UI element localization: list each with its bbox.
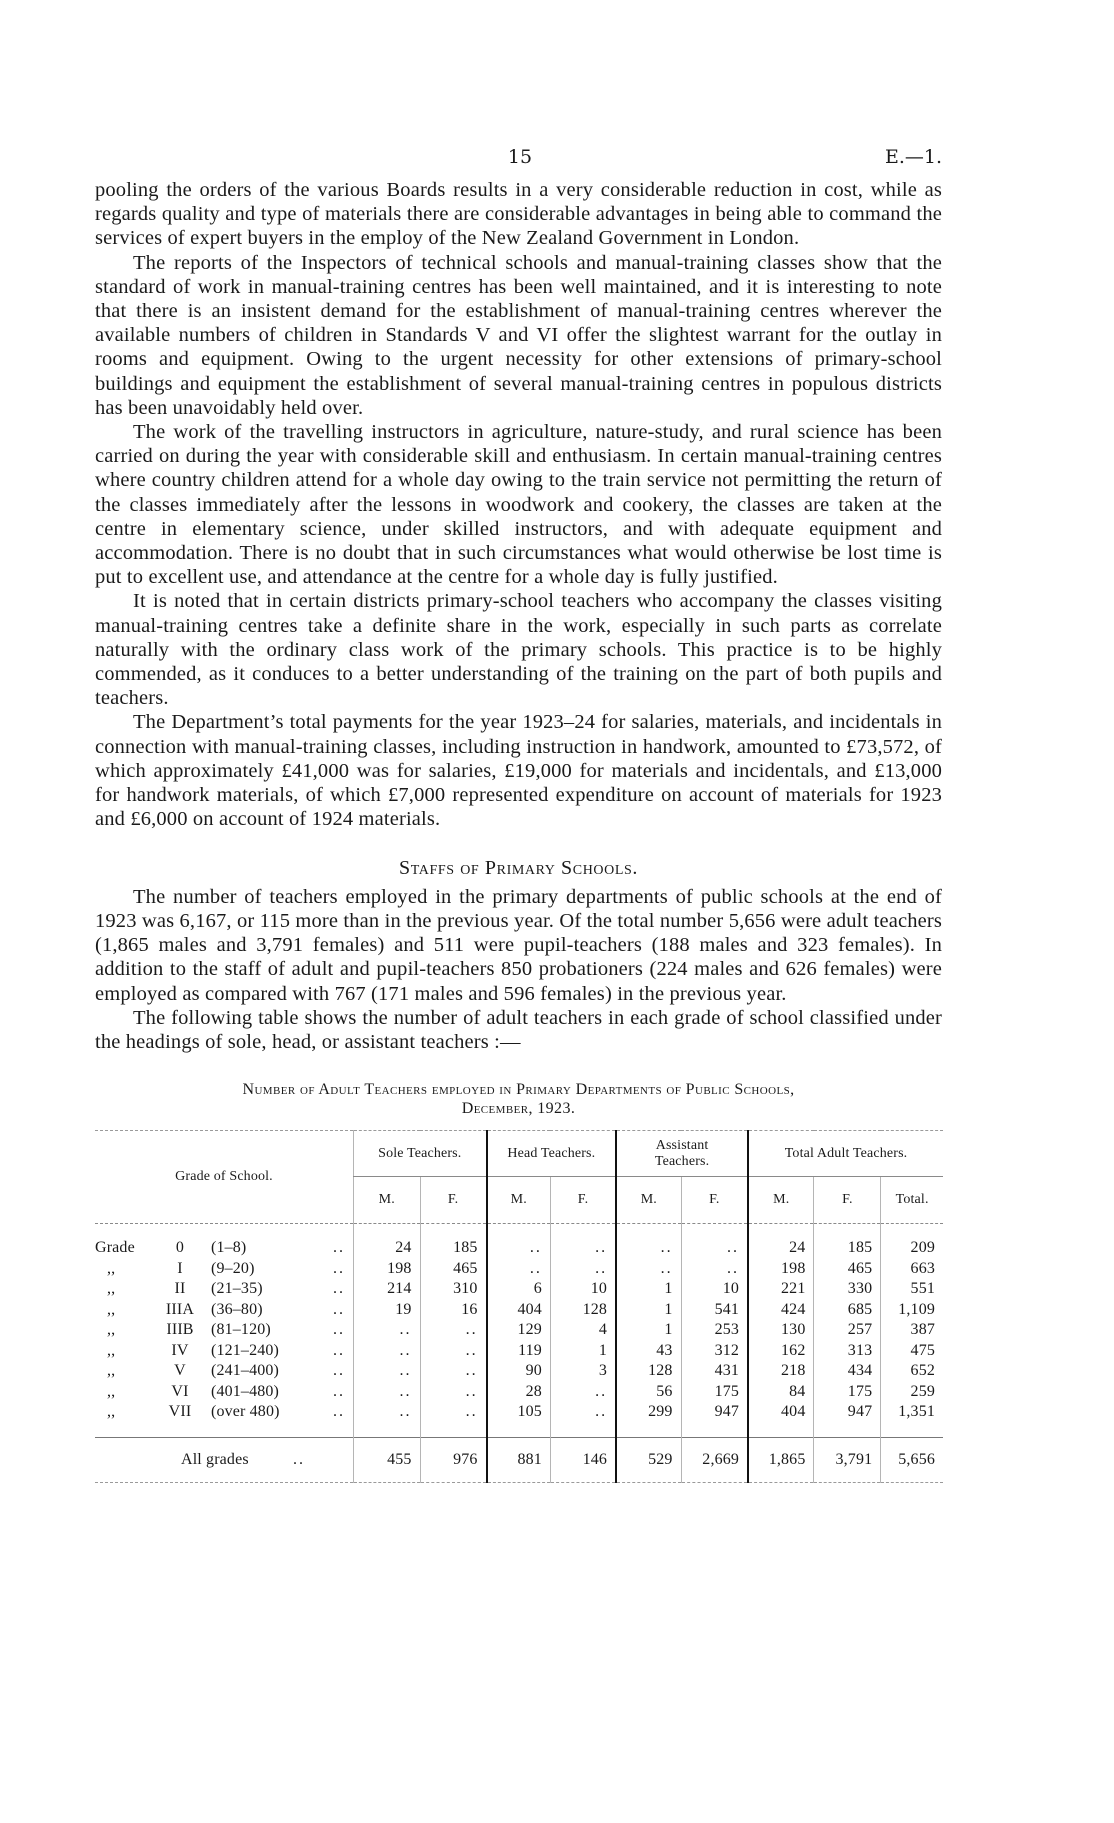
total-cell: 529 (616, 1437, 681, 1482)
grade-prefix: ,, (107, 1321, 116, 1339)
table-cell: 1,351 (881, 1402, 943, 1437)
grade-range: (36–80) (211, 1300, 263, 1318)
table-cell: 90 (487, 1361, 551, 1382)
table-cell: 24 (354, 1224, 421, 1259)
grade-range: (9–20) (211, 1259, 255, 1277)
leader-dots: .. (333, 1280, 345, 1298)
paragraph: The number of teachers employed in the primary departments of public schools at the end of 1923 was 6,167, or 115 more than in the previous year. Of the total number 5,656 were adult teachers (1,865 males and 3,791 females) and 511 were pupil-teachers (188 males and 323 females). In addition to the staff of adult and pupil-teachers 850 probationers (224 males and 626 females) were employed as compared with 767 (171 males and 596 females) in the previous year. (95, 885, 942, 1005)
grade-range: (121–240) (211, 1341, 280, 1359)
total-cell: 146 (550, 1437, 616, 1482)
table-cell: 1,109 (881, 1300, 943, 1321)
grade-number: VII (168, 1403, 192, 1421)
table-cell: 128 (616, 1361, 681, 1382)
total-cell: 881 (487, 1437, 551, 1482)
table-row (95, 1300, 943, 1321)
table-cell: 214 (354, 1279, 421, 1300)
table-cell: 56 (616, 1382, 681, 1403)
grade-range: (241–400) (211, 1362, 280, 1380)
grade-range: (1–8) (211, 1239, 247, 1257)
table-row (95, 1402, 943, 1437)
table-cell: 185 (420, 1224, 487, 1259)
paragraph: It is noted that in certain districts primary-school teachers who accompany the classes visiting manual-training centres take a definite share in the work, especially in such parts as correlate naturally with the ordinary class work of the primary schools. This practice is to be highly commended, as it conduces to a better understanding of the training on the part of both pupils and teachers. (95, 590, 942, 710)
table-cell: 434 (814, 1361, 881, 1382)
table-cell: 465 (420, 1259, 487, 1280)
table-cell: 185 (814, 1224, 881, 1259)
table-cell: 1 (616, 1279, 681, 1300)
table-cell: 257 (814, 1320, 881, 1341)
all-grades-label: All grades (181, 1450, 249, 1468)
table-cell: 19 (354, 1300, 421, 1321)
table-cell: 16 (420, 1300, 487, 1321)
document-reference: E.—1. (884, 146, 942, 168)
paragraph: The work of the travelling instructors in agriculture, nature-study, and rural science has been carried on during the year with considerable skill and enthusiasm. In certain manual-training centres where country children attend for a whole day owing to the train service not permitting the return of the classes immediately after the lessons in woodwork and cookery, the classes are taken at the centre in elementary science, under skilled instructors, and with adequate equipment and accommodation. There is no doubt that in such circumstances what would otherwise be lost time is put to excellent use, and attendance at the centre for a whole day is fully justified. (95, 421, 942, 589)
table-cell: 10 (681, 1279, 748, 1300)
grade-prefix: ,, (107, 1341, 116, 1359)
table-cell: .. (681, 1224, 748, 1259)
table-cell: 259 (881, 1382, 943, 1403)
table-cell: 947 (814, 1402, 881, 1437)
table-cell: 475 (881, 1341, 943, 1362)
leader-dots: .. (333, 1239, 345, 1257)
page-number: 15 (507, 146, 533, 168)
sub-header-9: Total. (881, 1177, 943, 1224)
table-cell: .. (420, 1341, 487, 1362)
table-cell: .. (420, 1320, 487, 1341)
grade-number: VI (171, 1382, 189, 1400)
paragraphs-before (95, 178, 942, 831)
grade-prefix: ,, (107, 1403, 116, 1421)
table-cell: .. (550, 1382, 616, 1403)
table-cell: 10 (550, 1279, 616, 1300)
table-title-line-1: Number of Adult Teachers employed in Primary Departments of Public Schools, (242, 1081, 795, 1099)
table-cell: 1 (550, 1341, 616, 1362)
group-header-sole: Sole Teachers. (354, 1131, 487, 1177)
table-cell: 84 (748, 1382, 814, 1403)
grade-number: V (174, 1362, 186, 1380)
grade-label (95, 1402, 354, 1437)
table-cell: .. (487, 1259, 551, 1280)
table-cell: 24 (748, 1224, 814, 1259)
table-cell: 175 (681, 1382, 748, 1403)
table-cell: 404 (748, 1402, 814, 1437)
grade-label (95, 1320, 354, 1341)
grade-prefix: Grade (95, 1239, 135, 1257)
table-cell: 330 (814, 1279, 881, 1300)
table-cell: 947 (681, 1402, 748, 1437)
paragraph: The reports of the Inspectors of technical schools and manual-training classes show that the standard of work in manual-training centres has been well maintained, and it is interesting to note that there is an insistent demand for the establishment of manual-training centres wherever the available numbers of children in Standards V and VI offer the slightest warrant for the outlay in rooms and equipment. Owing to the urgent necessity for other extensions of primary-school buildings and equipment the establishment of several manual-training centres in populous districts has been unavoidably held over. (95, 251, 942, 419)
table-cell: 551 (881, 1279, 943, 1300)
grade-prefix: ,, (107, 1259, 116, 1277)
table-cell: 424 (748, 1300, 814, 1321)
page-body (95, 178, 942, 1483)
table-cell: 43 (616, 1341, 681, 1362)
table-cell: 119 (487, 1341, 551, 1362)
total-cell: 5,656 (881, 1437, 943, 1482)
table-cell: 198 (748, 1259, 814, 1280)
grade-label (95, 1341, 354, 1362)
teachers-table (95, 1130, 943, 1483)
table-row (95, 1224, 943, 1259)
total-cell: 455 (354, 1437, 421, 1482)
group-header-assistant: Assistant Teachers. (616, 1131, 748, 1177)
grade-range: (401–480) (211, 1382, 280, 1400)
table-cell: .. (420, 1361, 487, 1382)
grade-label (95, 1300, 354, 1321)
grade-label (95, 1224, 354, 1259)
table-cell: 3 (550, 1361, 616, 1382)
table-cell: .. (550, 1259, 616, 1280)
leader-dots: .. (293, 1450, 305, 1468)
leader-dots: .. (333, 1362, 345, 1380)
grade-prefix: ,, (107, 1280, 116, 1298)
paragraph: pooling the orders of the various Boards results in a very considerable reduction in cost, while as regards quality and type of materials there are considerable advantages in being able to command the services of expert buyers in the employ of the New Zealand Government in London. (95, 179, 942, 250)
table-cell: 162 (748, 1341, 814, 1362)
sub-header-1: M. (354, 1177, 421, 1224)
sub-header-3: M. (487, 1177, 551, 1224)
paragraph: The following table shows the number of adult teachers in each grade of school classified under the headings of sole, head, or assistant teachers :— (95, 1006, 942, 1053)
table-title (95, 1080, 942, 1118)
grade-label (95, 1361, 354, 1382)
grade-prefix: ,, (107, 1362, 116, 1380)
leader-dots: .. (333, 1403, 345, 1421)
leader-dots: .. (333, 1321, 345, 1339)
group-header-head: Head Teachers. (487, 1131, 617, 1177)
table-title-line-2: December, 1923. (461, 1100, 576, 1118)
table-row (95, 1382, 943, 1403)
table-cell: 221 (748, 1279, 814, 1300)
table-cell: 541 (681, 1300, 748, 1321)
grade-label (95, 1279, 354, 1300)
grade-prefix: ,, (107, 1382, 116, 1400)
grade-number: I (177, 1259, 183, 1277)
grade-number: IIIA (165, 1300, 195, 1318)
grade-number: 0 (175, 1239, 185, 1257)
total-label (95, 1437, 354, 1482)
total-row (95, 1437, 943, 1482)
sub-header-8: F. (814, 1177, 881, 1224)
table-cell: .. (550, 1402, 616, 1437)
table-cell: .. (354, 1341, 421, 1362)
table-cell: 129 (487, 1320, 551, 1341)
total-cell: 2,669 (681, 1437, 748, 1482)
table-cell: 465 (814, 1259, 881, 1280)
leader-dots: .. (333, 1259, 345, 1277)
grade-of-school-header: Grade of School. (95, 1131, 354, 1224)
table-row (95, 1361, 943, 1382)
leader-dots: .. (333, 1300, 345, 1318)
table-cell: .. (681, 1259, 748, 1280)
section-title: Staffs of Primary Schools. (398, 857, 638, 880)
table-cell: 299 (616, 1402, 681, 1437)
table-cell: 105 (487, 1402, 551, 1437)
grade-label (95, 1259, 354, 1280)
table-cell: 1 (616, 1320, 681, 1341)
table-body (95, 1224, 943, 1483)
table-cell: .. (420, 1402, 487, 1437)
grade-prefix: ,, (107, 1300, 116, 1318)
grade-number: IV (171, 1341, 189, 1359)
grade-number: II (174, 1280, 186, 1298)
total-cell: 976 (420, 1437, 487, 1482)
paragraph: The Department’s total payments for the year 1923–24 for salaries, materials, and incidentals in connection with manual-training classes, including instruction in handwork, amounted to £73,572, of which approximately £41,000 was for salaries, £19,000 for materials and incidentals, and £13,000 for handwork materials, of which £7,000 represented expenditure on account of materials for 1923 and £6,000 on account of 1924 materials. (95, 711, 942, 831)
table-cell: 6 (487, 1279, 551, 1300)
sub-header-7: M. (748, 1177, 814, 1224)
table-cell: 209 (881, 1224, 943, 1259)
table-cell: 253 (681, 1320, 748, 1341)
table-cell: 685 (814, 1300, 881, 1321)
grade-range: (21–35) (211, 1280, 263, 1298)
table-cell: 310 (420, 1279, 487, 1300)
grade-range: (over 480) (211, 1403, 280, 1421)
total-cell: 1,865 (748, 1437, 814, 1482)
table-cell: .. (354, 1402, 421, 1437)
leader-dots: .. (333, 1382, 345, 1400)
table-row (95, 1259, 943, 1280)
table-cell: 218 (748, 1361, 814, 1382)
table-cell: .. (616, 1224, 681, 1259)
table-cell: .. (354, 1320, 421, 1341)
table-cell: .. (354, 1361, 421, 1382)
leader-dots: .. (333, 1341, 345, 1359)
table-row (95, 1279, 943, 1300)
paragraphs-after (95, 885, 942, 1054)
grade-label (95, 1382, 354, 1403)
table-cell: 431 (681, 1361, 748, 1382)
sub-header-4: F. (550, 1177, 616, 1224)
table-row (95, 1320, 943, 1341)
sub-header-5: M. (616, 1177, 681, 1224)
table-cell: 663 (881, 1259, 943, 1280)
table-cell: 4 (550, 1320, 616, 1341)
table-cell: .. (420, 1382, 487, 1403)
table-row (95, 1341, 943, 1362)
table-cell: .. (616, 1259, 681, 1280)
table-cell: 198 (354, 1259, 421, 1280)
table-cell: 175 (814, 1382, 881, 1403)
table-cell: 128 (550, 1300, 616, 1321)
table-cell: 130 (748, 1320, 814, 1341)
grade-number: IIIB (166, 1321, 194, 1339)
table-cell: 28 (487, 1382, 551, 1403)
table-cell: 1 (616, 1300, 681, 1321)
total-cell: 3,791 (814, 1437, 881, 1482)
table-cell: .. (487, 1224, 551, 1259)
sub-header-2: F. (420, 1177, 487, 1224)
table-cell: 652 (881, 1361, 943, 1382)
table-cell: .. (354, 1382, 421, 1403)
table-cell: 404 (487, 1300, 551, 1321)
table-cell: 312 (681, 1341, 748, 1362)
table-cell: 313 (814, 1341, 881, 1362)
table-cell: 387 (881, 1320, 943, 1341)
group-header-total: Total Adult Teachers. (748, 1131, 943, 1177)
sub-header-6: F. (681, 1177, 748, 1224)
table-cell: .. (550, 1224, 616, 1259)
grade-range: (81–120) (211, 1321, 271, 1339)
